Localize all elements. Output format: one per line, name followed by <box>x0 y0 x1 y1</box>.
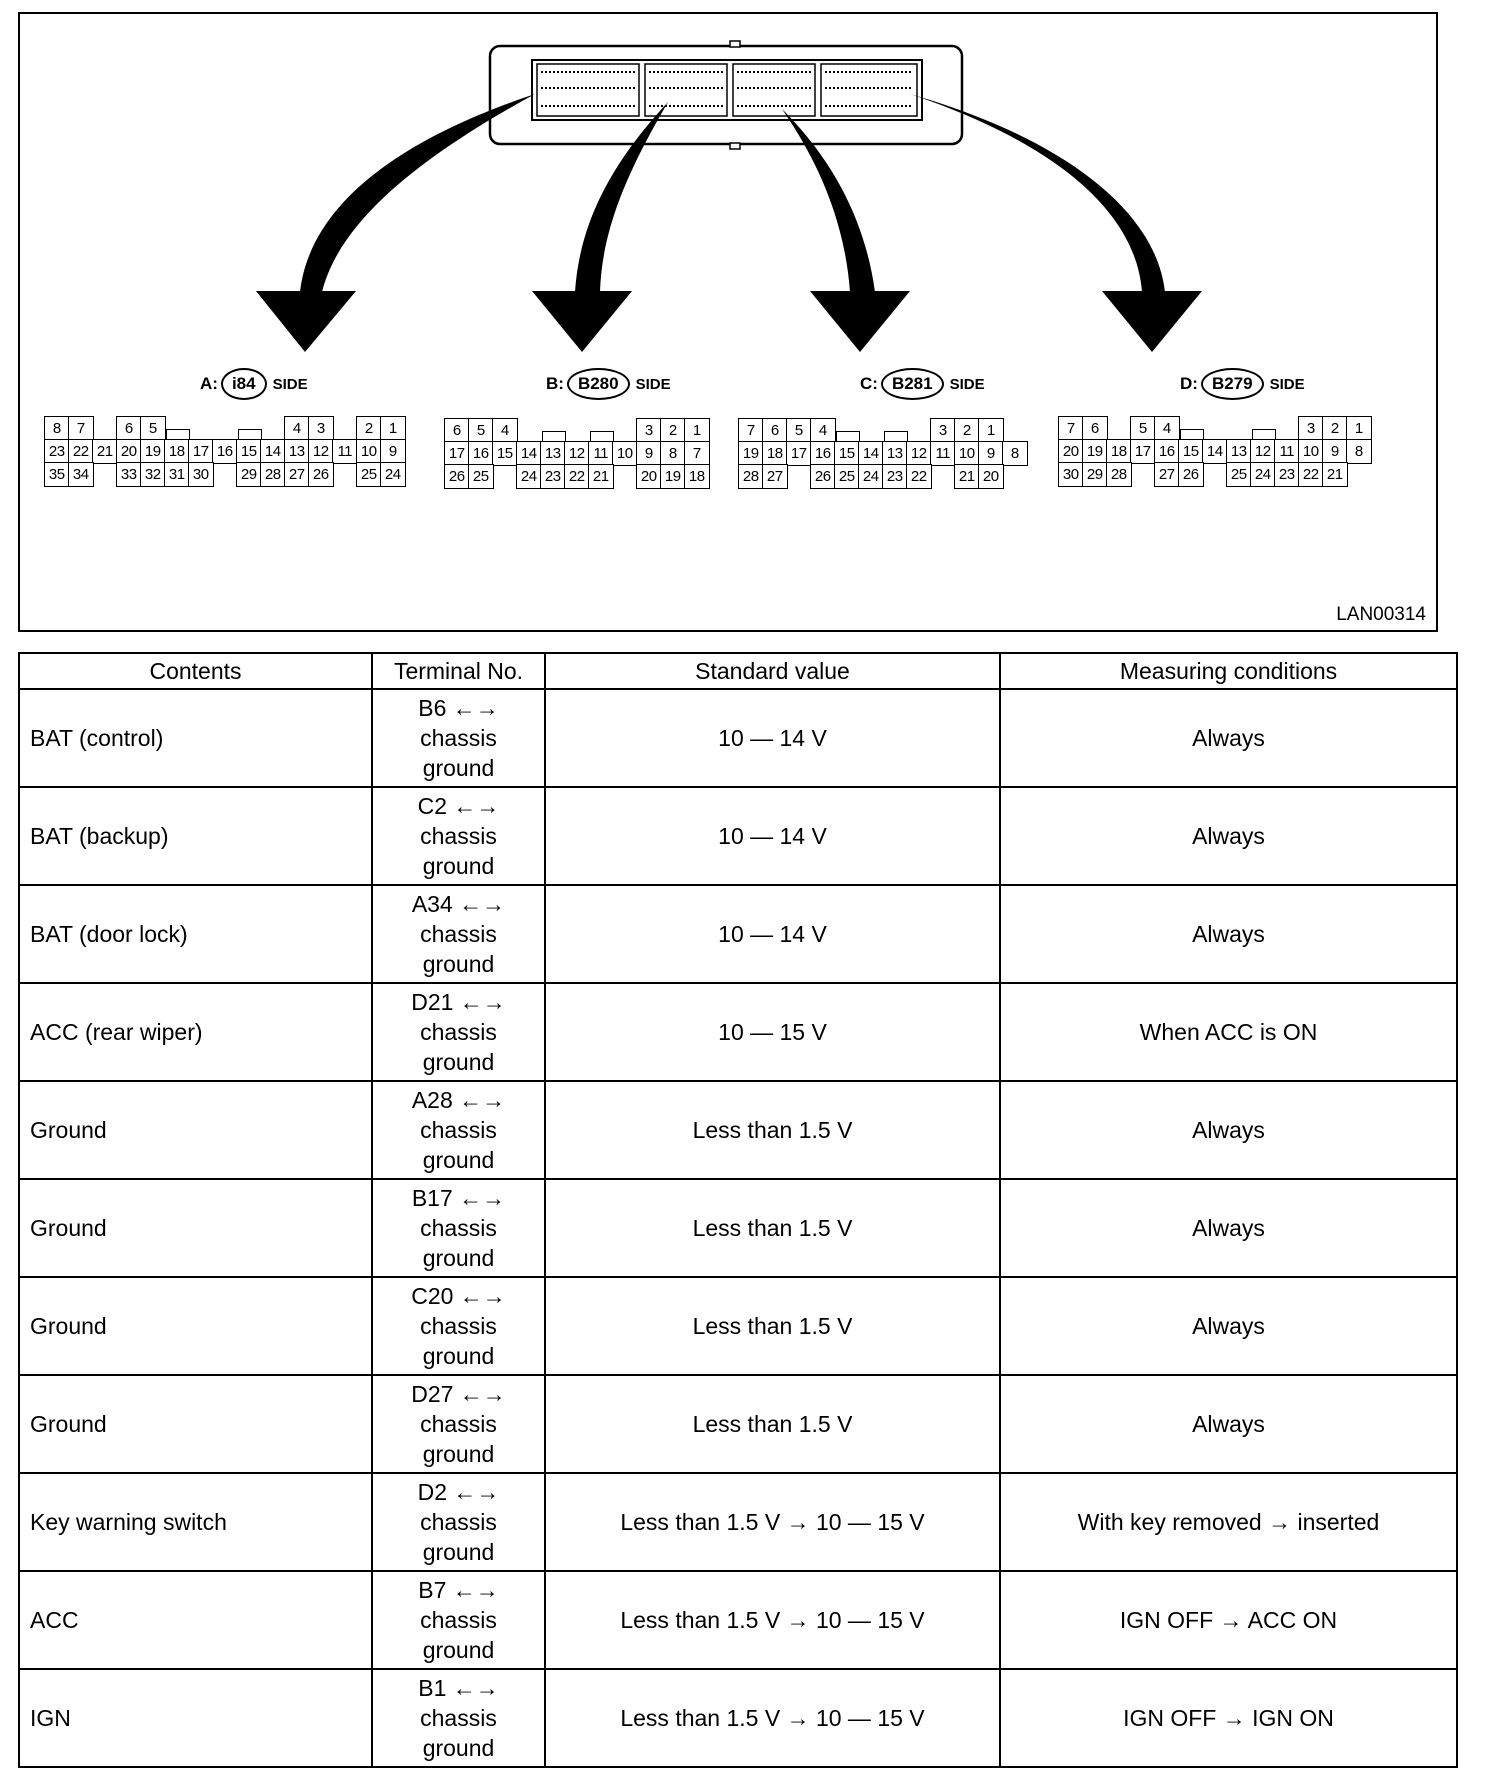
terminal-ground: ground <box>422 1637 495 1663</box>
pin-cell: 9 <box>380 439 406 464</box>
terminal-pin: B6 ←→ <box>418 695 499 721</box>
pin-cell: 33 <box>116 462 142 487</box>
figure-code: LAN00314 <box>1336 604 1426 625</box>
pin-cell: 18 <box>762 441 788 466</box>
table-row <box>19 1375 1457 1473</box>
arrow-a-head <box>256 291 356 352</box>
pin-cell: 28 <box>1106 462 1132 487</box>
pin-cell: 14 <box>260 439 286 464</box>
pin-cell: 25 <box>468 464 494 489</box>
cell-conditions: IGN OFF → ACC ON <box>1000 1571 1457 1669</box>
connector-d-label <box>1180 366 1305 402</box>
cell-conditions: Always <box>1000 1277 1457 1375</box>
terminal-pin: B17 ←→ <box>411 1185 506 1211</box>
terminal-chassis: chassis <box>420 1509 497 1535</box>
cell-standard: Less than 1.5 V <box>545 1375 1000 1473</box>
pin-cell: 25 <box>1226 462 1252 487</box>
pin-cell: 12 <box>1250 439 1276 464</box>
cell-terminal <box>372 1277 545 1375</box>
cell-contents: Ground <box>19 1277 372 1375</box>
pin-cell: 5 <box>786 418 812 443</box>
pin-cell: 17 <box>444 441 470 466</box>
pin-cell: 19 <box>660 464 686 489</box>
cell-contents: ACC <box>19 1571 372 1669</box>
pin-cell: 8 <box>1346 439 1372 464</box>
pin-cell: 6 <box>116 416 142 441</box>
pin-cell: 24 <box>858 464 884 489</box>
pin-cell: 18 <box>1106 439 1132 464</box>
control-module-drawing <box>20 14 1436 630</box>
cell-terminal <box>372 1473 545 1571</box>
cell-conditions: When ACC is ON <box>1000 983 1457 1081</box>
header-standard: Standard value <box>545 653 1000 689</box>
terminal-chassis: chassis <box>420 725 497 751</box>
cell-contents: BAT (backup) <box>19 787 372 885</box>
pin-cell: 10 <box>1298 439 1324 464</box>
connector-key <box>1180 429 1204 439</box>
cell-contents: Ground <box>19 1375 372 1473</box>
pin-cell: 10 <box>954 441 980 466</box>
pin-cell: 30 <box>1058 462 1084 487</box>
cell-conditions: Always <box>1000 1179 1457 1277</box>
terminal-pin: C2 ←→ <box>417 793 500 819</box>
table-row <box>19 983 1457 1081</box>
pin-cell: 7 <box>1058 416 1084 441</box>
cell-standard: Less than 1.5 V <box>545 1277 1000 1375</box>
pin-cell: 9 <box>978 441 1004 466</box>
connector-a-id: i84 <box>221 368 267 400</box>
connector-a-side: SIDE <box>272 375 308 393</box>
connector-b-label <box>546 366 671 402</box>
pin-cell: 6 <box>444 418 470 443</box>
cell-terminal <box>372 1669 545 1767</box>
pin-cell: 1 <box>380 416 406 441</box>
connector-diagram <box>18 12 1438 632</box>
module-housing <box>490 41 962 149</box>
table-row <box>19 1571 1457 1669</box>
terminal-pin: B1 ←→ <box>418 1675 499 1701</box>
pin-cell: 7 <box>738 418 764 443</box>
pin-cell: 12 <box>564 441 590 466</box>
header-terminal: Terminal No. <box>372 653 545 689</box>
pin-cell: 8 <box>1002 441 1028 466</box>
table-row <box>19 885 1457 983</box>
pin-cell: 15 <box>834 441 860 466</box>
pin-cell: 4 <box>492 418 518 443</box>
cell-contents: Key warning switch <box>19 1473 372 1571</box>
cell-contents: Ground <box>19 1081 372 1179</box>
pin-cell: 7 <box>684 441 710 466</box>
connector-key <box>884 431 908 441</box>
cell-standard: Less than 1.5 V → 10 — 15 V <box>545 1473 1000 1571</box>
pin-cell: 24 <box>1250 462 1276 487</box>
cell-standard: Less than 1.5 V <box>545 1179 1000 1277</box>
connector-c-id: B281 <box>881 368 944 400</box>
pin-cell: 27 <box>762 464 788 489</box>
pin-cell: 5 <box>1130 416 1156 441</box>
pin-cell: 6 <box>1082 416 1108 441</box>
pin-cell: 15 <box>236 439 262 464</box>
terminal-chassis: chassis <box>420 921 497 947</box>
connector-d-side: SIDE <box>1269 375 1305 393</box>
pin-cell: 19 <box>1082 439 1108 464</box>
pin-cell: 9 <box>636 441 662 466</box>
connector-key <box>238 429 262 439</box>
table-row <box>19 689 1457 787</box>
pin-cell: 27 <box>284 462 310 487</box>
connector-c-side: SIDE <box>949 375 985 393</box>
pin-cell: 13 <box>1226 439 1252 464</box>
cell-terminal <box>372 787 545 885</box>
pin-cell: 11 <box>332 439 358 464</box>
arrow-b-head <box>532 291 632 352</box>
terminal-pin: A28 ←→ <box>411 1087 506 1113</box>
pin-cell: 21 <box>954 464 980 489</box>
connector-c-label <box>860 366 985 402</box>
pin-cell: 12 <box>906 441 932 466</box>
cell-standard: Less than 1.5 V <box>545 1081 1000 1179</box>
header-conditions: Measuring conditions <box>1000 653 1457 689</box>
cell-terminal <box>372 983 545 1081</box>
pin-cell: 25 <box>356 462 382 487</box>
cell-conditions: Always <box>1000 1081 1457 1179</box>
pin-cell: 23 <box>882 464 908 489</box>
pin-cell: 20 <box>636 464 662 489</box>
connector-d-prefix: D: <box>1180 374 1198 393</box>
pin-cell: 3 <box>636 418 662 443</box>
pin-cell: 1 <box>684 418 710 443</box>
pin-cell: 8 <box>44 416 70 441</box>
table-row <box>19 1179 1457 1277</box>
pin-cell: 13 <box>284 439 310 464</box>
pin-cell: 15 <box>1178 439 1204 464</box>
connector-key <box>166 429 190 439</box>
pin-cell: 2 <box>660 418 686 443</box>
pin-cell: 22 <box>906 464 932 489</box>
pin-cell: 11 <box>588 441 614 466</box>
pin-cell: 21 <box>92 439 118 464</box>
cell-terminal <box>372 1571 545 1669</box>
cell-conditions: Always <box>1000 689 1457 787</box>
cell-conditions: Always <box>1000 787 1457 885</box>
pin-cell: 11 <box>1274 439 1300 464</box>
pin-cell: 14 <box>858 441 884 466</box>
pin-cell: 28 <box>260 462 286 487</box>
cell-contents: ACC (rear wiper) <box>19 983 372 1081</box>
cell-conditions: With key removed → inserted <box>1000 1473 1457 1571</box>
connector-b-prefix: B: <box>546 374 564 393</box>
pin-cell: 35 <box>44 462 70 487</box>
pin-cell: 20 <box>1058 439 1084 464</box>
pin-cell: 22 <box>1298 462 1324 487</box>
table-row <box>19 787 1457 885</box>
pin-cell: 16 <box>468 441 494 466</box>
pin-cell: 14 <box>1202 439 1228 464</box>
pin-cell: 11 <box>930 441 956 466</box>
pin-cell: 17 <box>786 441 812 466</box>
terminal-pin: B7 ←→ <box>418 1577 499 1603</box>
terminal-ground: ground <box>422 1539 495 1565</box>
terminal-ground: ground <box>422 1441 495 1467</box>
pin-cell: 19 <box>140 439 166 464</box>
pin-cell: 10 <box>356 439 382 464</box>
pin-cell: 26 <box>1178 462 1204 487</box>
terminal-chassis: chassis <box>420 1215 497 1241</box>
terminal-pin: D27 ←→ <box>411 1381 506 1407</box>
cell-terminal <box>372 1179 545 1277</box>
terminal-chassis: chassis <box>420 823 497 849</box>
pin-cell: 22 <box>564 464 590 489</box>
pin-cell: 23 <box>44 439 70 464</box>
connector-b-pinout <box>444 418 708 487</box>
cell-terminal <box>372 885 545 983</box>
terminal-ground: ground <box>422 951 495 977</box>
cell-contents: Ground <box>19 1179 372 1277</box>
pin-cell: 32 <box>140 462 166 487</box>
pin-cell: 26 <box>810 464 836 489</box>
cell-standard: 10 — 14 V <box>545 689 1000 787</box>
pin-cell: 5 <box>140 416 166 441</box>
pin-cell: 17 <box>188 439 214 464</box>
pin-cell: 18 <box>684 464 710 489</box>
pin-cell: 25 <box>834 464 860 489</box>
connector-b-side: SIDE <box>635 375 671 393</box>
connector-b-id: B280 <box>567 368 630 400</box>
terminal-pin: C20 ←→ <box>411 1283 506 1309</box>
pin-cell: 8 <box>660 441 686 466</box>
cell-contents: IGN <box>19 1669 372 1767</box>
pin-cell: 26 <box>308 462 334 487</box>
cell-terminal <box>372 689 545 787</box>
pin-cell: 24 <box>380 462 406 487</box>
pin-cell: 29 <box>236 462 262 487</box>
pin-cell: 1 <box>1346 416 1372 441</box>
table-row <box>19 1081 1457 1179</box>
pin-cell: 4 <box>1154 416 1180 441</box>
connector-key <box>836 431 860 441</box>
pin-cell: 13 <box>882 441 908 466</box>
pin-cell: 30 <box>188 462 214 487</box>
pin-cell: 16 <box>810 441 836 466</box>
pin-cell: 31 <box>164 462 190 487</box>
cell-standard: 10 — 15 V <box>545 983 1000 1081</box>
cell-standard: Less than 1.5 V → 10 — 15 V <box>545 1571 1000 1669</box>
pin-cell: 4 <box>284 416 310 441</box>
terminal-chassis: chassis <box>420 1607 497 1633</box>
pin-cell: 13 <box>540 441 566 466</box>
cell-standard: Less than 1.5 V → 10 — 15 V <box>545 1669 1000 1767</box>
pin-cell: 20 <box>116 439 142 464</box>
connector-a-label <box>200 366 308 402</box>
pin-cell: 18 <box>164 439 190 464</box>
pin-cell: 34 <box>68 462 94 487</box>
table-row <box>19 1473 1457 1571</box>
pin-cell: 20 <box>978 464 1004 489</box>
terminal-pin: A34 ←→ <box>411 891 506 917</box>
terminal-chassis: chassis <box>420 1411 497 1437</box>
connector-c-pinout <box>738 418 1026 487</box>
terminal-pin: D2 ←→ <box>417 1479 500 1505</box>
cell-terminal <box>372 1375 545 1473</box>
terminal-ground: ground <box>422 1049 495 1075</box>
connector-d-id: B279 <box>1201 368 1264 400</box>
cell-conditions: IGN OFF → IGN ON <box>1000 1669 1457 1767</box>
pin-cell: 4 <box>810 418 836 443</box>
connector-d-pinout <box>1058 416 1370 485</box>
cell-contents: BAT (door lock) <box>19 885 372 983</box>
terminal-ground: ground <box>422 853 495 879</box>
cell-terminal <box>372 1081 545 1179</box>
terminal-chassis: chassis <box>420 1705 497 1731</box>
pin-cell: 3 <box>930 418 956 443</box>
connector-c-prefix: C: <box>860 374 878 393</box>
terminal-ground: ground <box>422 1147 495 1173</box>
header-contents: Contents <box>19 653 372 689</box>
connector-a-prefix: A: <box>200 374 218 393</box>
pin-cell: 3 <box>308 416 334 441</box>
pin-cell: 16 <box>1154 439 1180 464</box>
connector-a-pinout <box>44 416 404 485</box>
terminal-chassis: chassis <box>420 1019 497 1045</box>
terminal-ground: ground <box>422 1735 495 1761</box>
pin-cell: 9 <box>1322 439 1348 464</box>
pin-cell: 2 <box>356 416 382 441</box>
terminal-ground: ground <box>422 1343 495 1369</box>
terminal-pin: D21 ←→ <box>411 989 506 1015</box>
pin-cell: 22 <box>68 439 94 464</box>
table-header-row <box>19 653 1457 689</box>
pin-cell: 28 <box>738 464 764 489</box>
pin-cell: 19 <box>738 441 764 466</box>
pin-cell: 2 <box>1322 416 1348 441</box>
cell-standard: 10 — 14 V <box>545 885 1000 983</box>
pin-cell: 1 <box>978 418 1004 443</box>
connector-key <box>542 431 566 441</box>
pin-cell: 17 <box>1130 439 1156 464</box>
pin-cell: 21 <box>588 464 614 489</box>
pin-cell: 29 <box>1082 462 1108 487</box>
table-row <box>19 1277 1457 1375</box>
pin-cell: 12 <box>308 439 334 464</box>
pin-cell: 15 <box>492 441 518 466</box>
pin-cell: 3 <box>1298 416 1324 441</box>
cell-contents: BAT (control) <box>19 689 372 787</box>
arrow-c-head <box>810 291 910 352</box>
pin-cell: 6 <box>762 418 788 443</box>
terminal-ground: ground <box>422 755 495 781</box>
pin-cell: 5 <box>468 418 494 443</box>
terminal-chassis: chassis <box>420 1117 497 1143</box>
terminal-ground: ground <box>422 1245 495 1271</box>
terminal-spec-table <box>18 652 1458 1768</box>
pin-cell: 27 <box>1154 462 1180 487</box>
pin-cell: 7 <box>68 416 94 441</box>
cell-standard: 10 — 14 V <box>545 787 1000 885</box>
pin-cell: 23 <box>540 464 566 489</box>
pin-cell: 23 <box>1274 462 1300 487</box>
pin-cell: 10 <box>612 441 638 466</box>
pin-cell: 24 <box>516 464 542 489</box>
arrow-d-head <box>1102 291 1202 352</box>
pin-cell: 2 <box>954 418 980 443</box>
connector-key <box>1252 429 1276 439</box>
connector-key <box>590 431 614 441</box>
terminal-chassis: chassis <box>420 1313 497 1339</box>
cell-conditions: Always <box>1000 1375 1457 1473</box>
pin-cell: 26 <box>444 464 470 489</box>
cell-conditions: Always <box>1000 885 1457 983</box>
pin-cell: 21 <box>1322 462 1348 487</box>
table-row <box>19 1669 1457 1767</box>
pin-cell: 14 <box>516 441 542 466</box>
pin-cell: 16 <box>212 439 238 464</box>
